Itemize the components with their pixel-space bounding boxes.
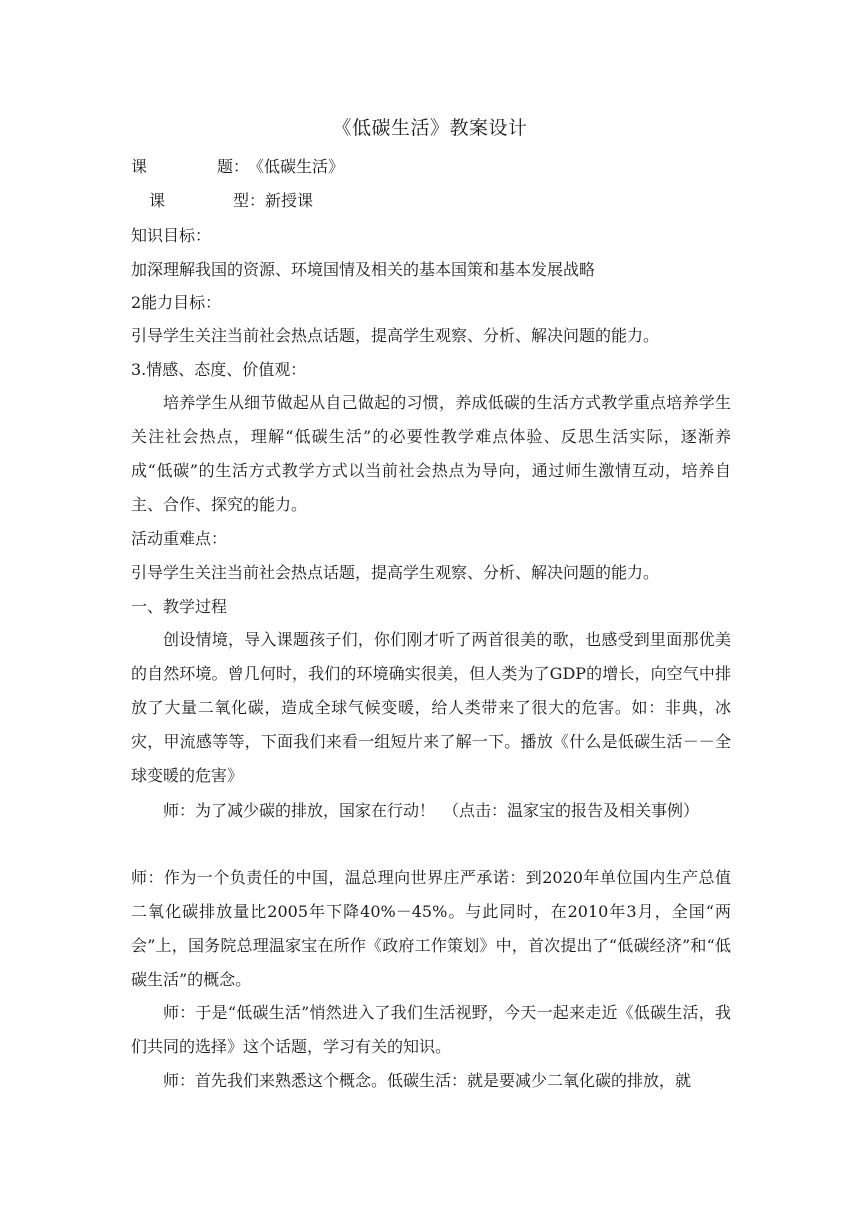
ability-heading: 2能力目标： [131,293,222,312]
field-type-label-b: 型： [233,191,266,210]
process-paragraph-4: 师：于是“低碳生活”悄然进入了我们生活视野，今天一起来走近《低碳生活，我们共同的选择》这个话题，学习有关的知识。 [131,1003,731,1056]
field-type-value: 新授课 [265,191,314,210]
field-topic-label-b: 题： [217,157,250,176]
emotion-heading: 3.情感、态度、价值观： [131,360,307,379]
emotion-text: 培养学生从细节做起从自己做起的习惯，养成低碳的生活方式教学重点培养学生关注社会热点，理解“低碳生活”的必要性教学难点体验、反思生活实际，逐渐养成“低碳”的生活方式教学方式以当前社会热点为导向，通过师生激情互动，培养自主、合作、探究的能力。 [131,393,731,514]
ability-text: 引导学生关注当前社会热点话题，提高学生观察、分析、解决问题的能力。 [131,326,660,345]
difficulty-heading: 活动重难点： [131,529,228,548]
process-heading: 一、教学过程 [131,597,228,616]
knowledge-text: 加深理解我国的资源、环境国情及相关的基本国策和基本发展战略 [131,260,596,279]
process-paragraph-5: 师：首先我们来熟悉这个概念。低碳生活：就是要减少二氧化碳的排放，就 [163,1071,692,1090]
process-paragraph-3: 师：作为一个负责任的中国，温总理向世界庄严承诺：到2020年单位国内生产总值二氧化碳排放量比2005年下降40%－45%。与此同时，在2010年3月，全国“两会”上，国务院总理温家宝在所作《政府工作策划》中，首次提出了“低碳经济”和“低碳生活”的概念。 [131,868,731,989]
difficulty-text: 引导学生关注当前社会热点话题，提高学生观察、分析、解决问题的能力。 [131,563,660,582]
knowledge-heading: 知识目标： [131,226,212,245]
process-paragraph-1: 创设情境，导入课题孩子们，你们刚才听了两首很美的歌，也感受到里面那优美的自然环境。曾几何时，我们的环境确实很美，但人类为了GDP的增长，向空气中排放了大量二氧化碳，造成全球气候变暖，给人类带来了很大的危害。如：非典，冰灾，甲流感等等，下面我们来看一组短片来了解一下。播放《什么是低碳生活－－全球变暖的危害》 [131,630,731,785]
document-title: 《低碳生活》教案设计 [332,117,528,139]
field-topic-value: 《低碳生活》 [248,157,345,176]
field-topic-label-a: 课 [131,157,148,176]
process-paragraph-2: 师：为了减少碳的排放，国家在行动！ （点击：温家宝的报告及相关事例） [163,801,700,820]
field-type-label-a: 课 [149,191,166,210]
